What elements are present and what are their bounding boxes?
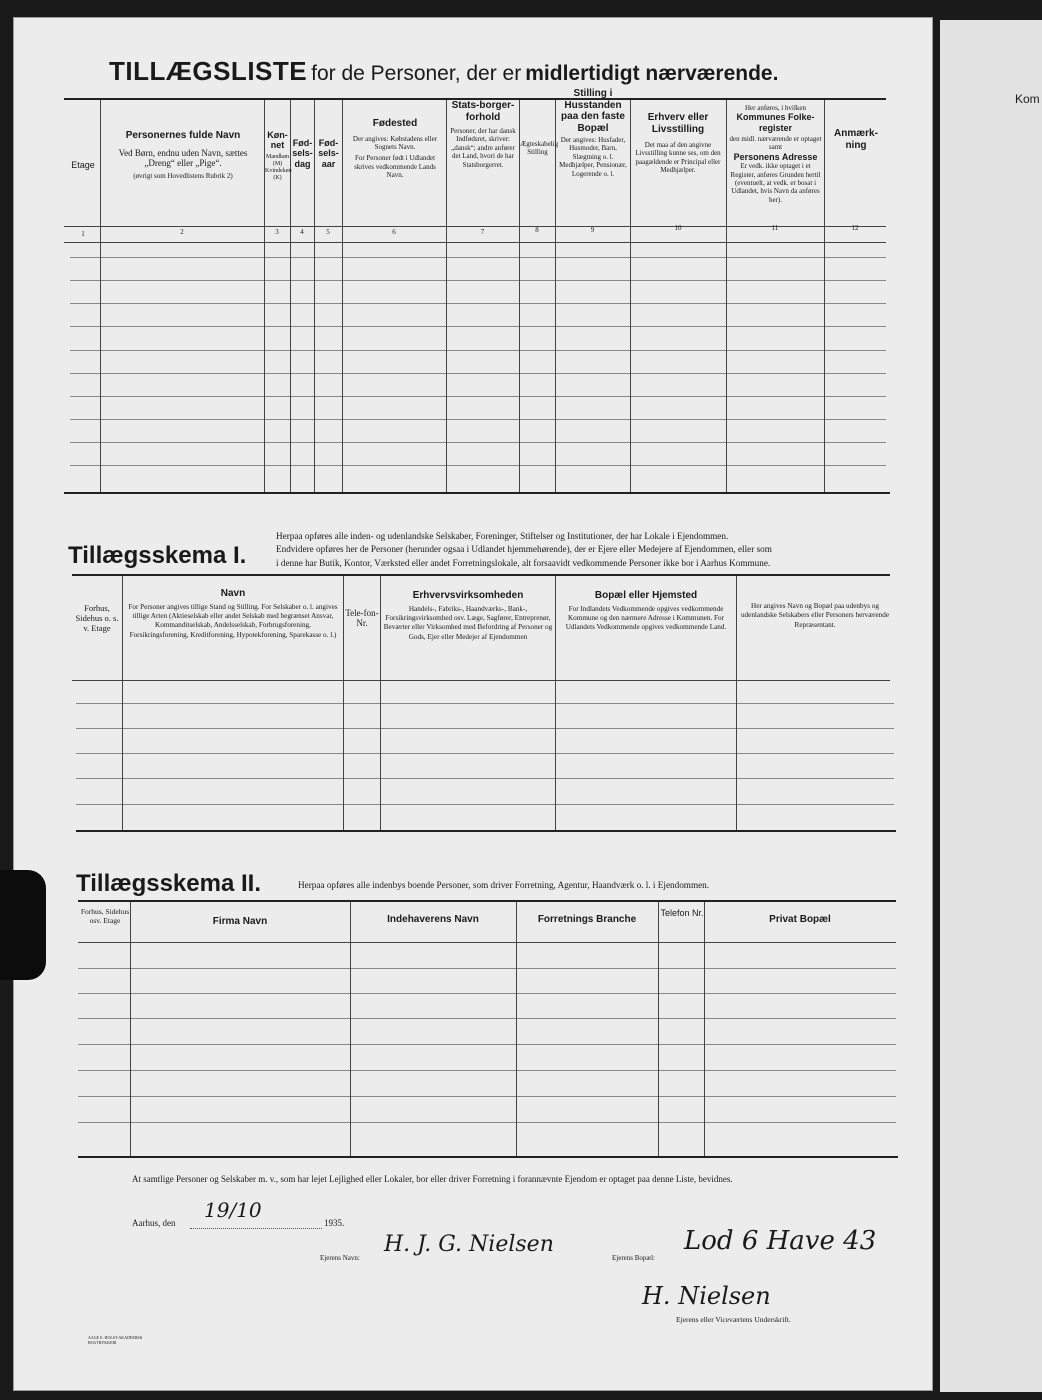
- col-number: 6: [392, 228, 396, 236]
- skema1-description: Herpaa opføres alle inden- og udenlandske Selskaber, Foreninger, Stiftelser og Institutioner, der har Lokale i Ejendommen. Endvidere opføres her de Personer (herunder ogsaa i Udlandet hjemmehørende), der er Ejere eller Medejere af Ejendommen, eller som i denne har Butik, Kontor, Værksted eller andet Forretningslokale, alt forsaavidt vedkommende Personer ikke bor i Aarhus Kommune.: [276, 531, 772, 568]
- skema1-col-name: Navn For Personer angives tillige Stand og Stilling. For Selskaber o. l. angives tillige Arten (Aktieselskab eller andet Selskab med begrænset Ansvar, Kommanditselskab, Andelsselskab, Forbrugsforening, Forsikringsforening, Kreditforening, Hypotekforening, Sparekasse o. l.): [128, 588, 338, 639]
- form-page: [14, 18, 932, 1390]
- col-name-header: Personernes fulde Navn Ved Børn, endnu uden Navn, sættes „Dreng“ eller „Pige“. (øvrigt som Hovedlistens Rubrik 2): [118, 130, 248, 181]
- date-handwritten: 19/10: [204, 1198, 262, 1222]
- col-gender-header: Køn-net Mandkøn (M) Kvindekøn (K): [265, 130, 292, 182]
- col-number: 12: [851, 224, 859, 232]
- owner-name-handwritten: H. J. G. Nielsen: [384, 1232, 554, 1257]
- col-number: 7: [480, 228, 485, 236]
- col-birthplace-header: Fødested Der angives: Købstadens eller Sognets Navn. For Personer født i Udlandet skrives vedkommende Lands Navn.: [352, 118, 438, 180]
- col-number: 1: [81, 230, 85, 238]
- skema2-col-phone: Telefon Nr.: [660, 908, 704, 918]
- owner-address-label: Ejerens Bopæl:: [612, 1254, 655, 1262]
- col-number: 5: [326, 228, 330, 236]
- col-remarks-header: Anmærk-ning: [834, 128, 878, 151]
- year-label: 1935.: [324, 1218, 345, 1228]
- col-marital-header: Ægteskabelig Stilling: [520, 140, 559, 157]
- skema2-description: Herpaa opføres alle indenbys boende Personer, som driver Forretning, Agentur, Haandværk o. l. i Ejendommen.: [298, 880, 710, 890]
- col-register-header: Her anføres, i hvilken Kommunes Folke-register den midl. nærværende er optaget samt Personens Adresse Er vedk. ikke optaget i et Register, anføres Grunden hertil (eventuelt, at vedk. er bosat i Udlandet, hvis Navn da anføres her).: [729, 104, 822, 204]
- binder-clip: [0, 870, 46, 980]
- page-title: TILLÆGSLISTE for de Personer, der er midlertidigt nærværende.: [109, 56, 779, 86]
- skema1-title: Tillægsskema I.: [68, 542, 247, 569]
- col-number: 2: [180, 228, 184, 236]
- col-number: 3: [275, 228, 279, 236]
- skema2-col-address: Privat Bopæl: [769, 914, 831, 925]
- signature-label: Ejerens eller Viceværtens Underskrift.: [676, 1315, 791, 1324]
- adjacent-page-text: Kom: [1015, 92, 1040, 106]
- skema1-col-representative: Her angives Navn og Bopæl paa udenbys og udenlandske Selskabers eller Personers herværende Repræsentant.: [740, 602, 890, 629]
- col-birthday-header: Fød-sels-dag: [292, 138, 313, 169]
- date-label: Aarhus, den: [132, 1218, 176, 1228]
- adjacent-page: [940, 20, 1042, 1392]
- col-birthyear-header: Fød-sels-aar: [318, 138, 339, 169]
- skema1-col-etage: Forhus, Sidehus o. s. v. Etage: [75, 603, 119, 633]
- skema1-col-phone: Tele-fon-Nr.: [345, 608, 379, 629]
- skema1-col-business: Erhvervsvirksomheden Handels-, Fabriks-, Haandværks-, Bank-, Forsikringsvirksomhed osv. Læge, Sagfører, Entreprenør, Beværter eller Virksomhed med Befordring af Personer og Gods, Ejer eller Medejer af Ejendommen: [383, 590, 553, 641]
- col-number: 4: [300, 228, 304, 236]
- owner-name-label: Ejerens Navn:: [320, 1254, 360, 1262]
- col-number: 8: [535, 226, 539, 234]
- certification-text: At samtlige Personer og Selskaber m. v., som har lejet Lejlighed eller Lokaler, bor eller driver Forretning i forannævnte Ejendom er optaget paa denne Liste, bevidnes.: [132, 1174, 733, 1184]
- col-occupation-header: Erhverv eller Livsstilling Det maa af den angivne Livsstilling kunne ses, om den paagældende er Principal eller Medhjælper.: [635, 112, 721, 175]
- owner-address-handwritten: Lod 6 Have 43: [684, 1226, 877, 1256]
- skema2-col-etage: Forhus, Sidehus osv. Etage: [80, 907, 130, 925]
- col-number: 10: [674, 224, 682, 232]
- col-number: 11: [771, 224, 779, 232]
- skema2-col-branch: Forretnings Branche: [537, 914, 637, 925]
- skema2-col-firm: Firma Navn: [212, 916, 268, 927]
- skema2-col-owner: Indehaverens Navn: [387, 914, 479, 925]
- skema2-title: Tillægsskema II.: [76, 870, 261, 897]
- skema1-col-residence: Bopæl eller Hjemsted For Indlandets Vedkommende opgives vedkommende Kommune og den nærmere Adresse i Kommunen. For Udlandets Vedkommende opgives vedkommende Land.: [565, 590, 727, 632]
- signature-handwritten: H. Nielsen: [642, 1282, 771, 1310]
- col-citizenship-header: Stats-borger-forhold Personer, der har dansk Indfødsret, skriver: „dansk“; andre anfører det Land, hvori de har Statsborgerret.: [450, 100, 516, 169]
- col-household-header: Stilling i Husstanden paa den faste Bopæl Der angives: Husfader, Husmoder, Barn, Slægtning o. l. Medhjælper, Pensionær, Logerende o. l.: [559, 88, 627, 178]
- printer-mark: AAGE E. HOLST-AKADEMISK BOGTRYKKERI: [88, 1335, 143, 1345]
- col-number: 9: [590, 226, 595, 234]
- col-etage-header: Etage: [71, 160, 95, 170]
